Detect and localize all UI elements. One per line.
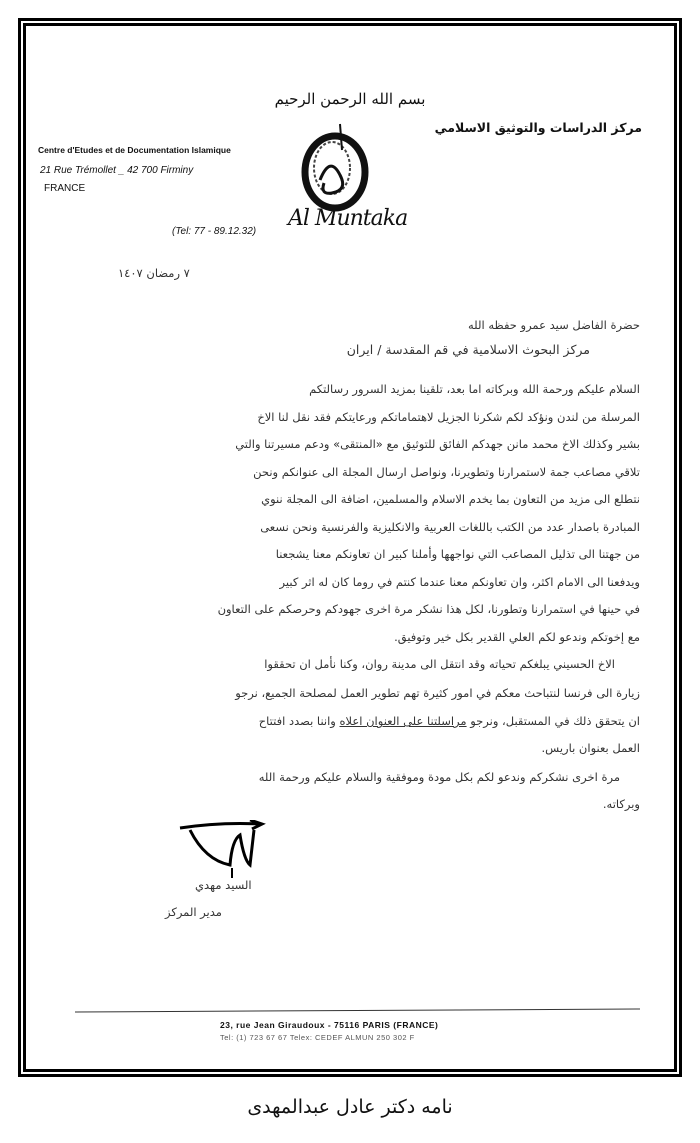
signature-icon <box>170 820 280 880</box>
signer-title: مدير المركز <box>165 905 222 919</box>
org-country: FRANCE <box>44 183 86 194</box>
body-text: واننا بصدد افتتاح <box>258 714 340 728</box>
french-org-name: Centre d'Etudes et de Documentation Islamique <box>38 145 231 155</box>
body-line: المرسلة من لندن ونؤكد لكم شكرنا الجزيل لاهتماماتكم ورعايتكم فقد نقل لنا الاخ <box>257 410 640 424</box>
org-tel: (Tel: 77 - 89.12.32) <box>172 226 257 237</box>
body-line: مع إخوتكم وندعو لكم العلي القدير بكل خير وتوفيق. <box>394 630 640 644</box>
caption: نامه دکتر عادل عبدالمهدی <box>247 1096 453 1118</box>
body-line: زيارة الى فرنسا لنتباحث معكم في امور كثيرة تهم تطوير العمل لمصلحة الجميع، نرجو <box>235 686 640 700</box>
body-line: السلام عليكم ورحمة الله وبركاته اما بعد، تلقينا بمزيد السرور رسالتكم <box>309 382 640 396</box>
addressee-line: حضرة الفاضل سيد عمرو حفظه الله <box>468 318 640 332</box>
basmala: بسم الله الرحمن الرحيم <box>274 90 426 108</box>
footer-contact: Tel: (1) 723 67 67 Telex: CEDEF ALMUN 250 302 F <box>220 1033 415 1042</box>
body-line: وبركاته. <box>602 797 640 811</box>
letter-date: ٧ رمضان ١٤٠٧ <box>118 266 190 280</box>
footer-address: 23, rue Jean Giraudoux - 75116 PARIS (FRANCE) <box>220 1020 439 1030</box>
arabic-org-name: مركز الدراسات والتوثيق الاسلامي <box>434 120 642 135</box>
body-text: ان يتحقق ذلك في المستقبل، ونرجو <box>466 714 640 728</box>
body-line: مرة اخرى نشكركم وندعو لكم بكل مودة وموفقية والسلام عليكم ورحمة الله <box>258 770 620 784</box>
body-line: المبادرة باصدار عدد من الكتب باللغات العربية والانكليزية والفرنسية ونحن نسعى <box>260 520 640 534</box>
body-line: نتطلع الى مزيد من التعاون بما يخدم الاسلام والمسلمين، اضافة الى المجلة ننوي <box>261 492 640 506</box>
body-line: تلاقي مصاعب جمة لاستمرارنا وتطويرنا، ونواصل ارسال المجلة الى عنوانكم ونحن <box>253 465 640 479</box>
org-address: 21 Rue Trémollet _ 42 700 Firminy <box>40 165 194 176</box>
body-line: الاخ الحسيني يبلغكم تحياته وقد انتقل الى مدينة روان، وكنا نأمل ان تحققوا <box>264 657 615 671</box>
body-line: العمل بعنوان باريس. <box>541 741 640 755</box>
al-muntaka-logo-icon <box>290 120 380 212</box>
logo-wordmark: Al Muntaka <box>288 206 408 231</box>
body-line <box>259 714 640 728</box>
body-line: ويدفعنا الى الامام اكثر، وان تعاونكم معنا عندما كنتم في روما كان له اثر كبير <box>279 575 640 589</box>
body-line: من جهتنا الى تذليل المصاعب التي نواجهها وأملنا كبير ان تعاونكم معنا يشجعنا <box>275 547 640 561</box>
body-line: بشير وكذلك الاخ محمد مانن جهدكم الفائق للتوثيق مع «المنتقى» ودعم مسيرتنا والتي <box>235 437 640 451</box>
addressee-line: مركز البحوث الاسلامية في قم المقدسة / ايران <box>346 342 590 357</box>
signer-name: السيد مهدي <box>195 878 252 892</box>
underlined-text: مراسلتنا على العنوان اعلاه <box>339 714 467 728</box>
body-line: في حينها في استمرارنا وتطورنا، لكل هذا نشكر مرة اخرى جهودكم وحرصكم على التعاون <box>217 602 640 616</box>
